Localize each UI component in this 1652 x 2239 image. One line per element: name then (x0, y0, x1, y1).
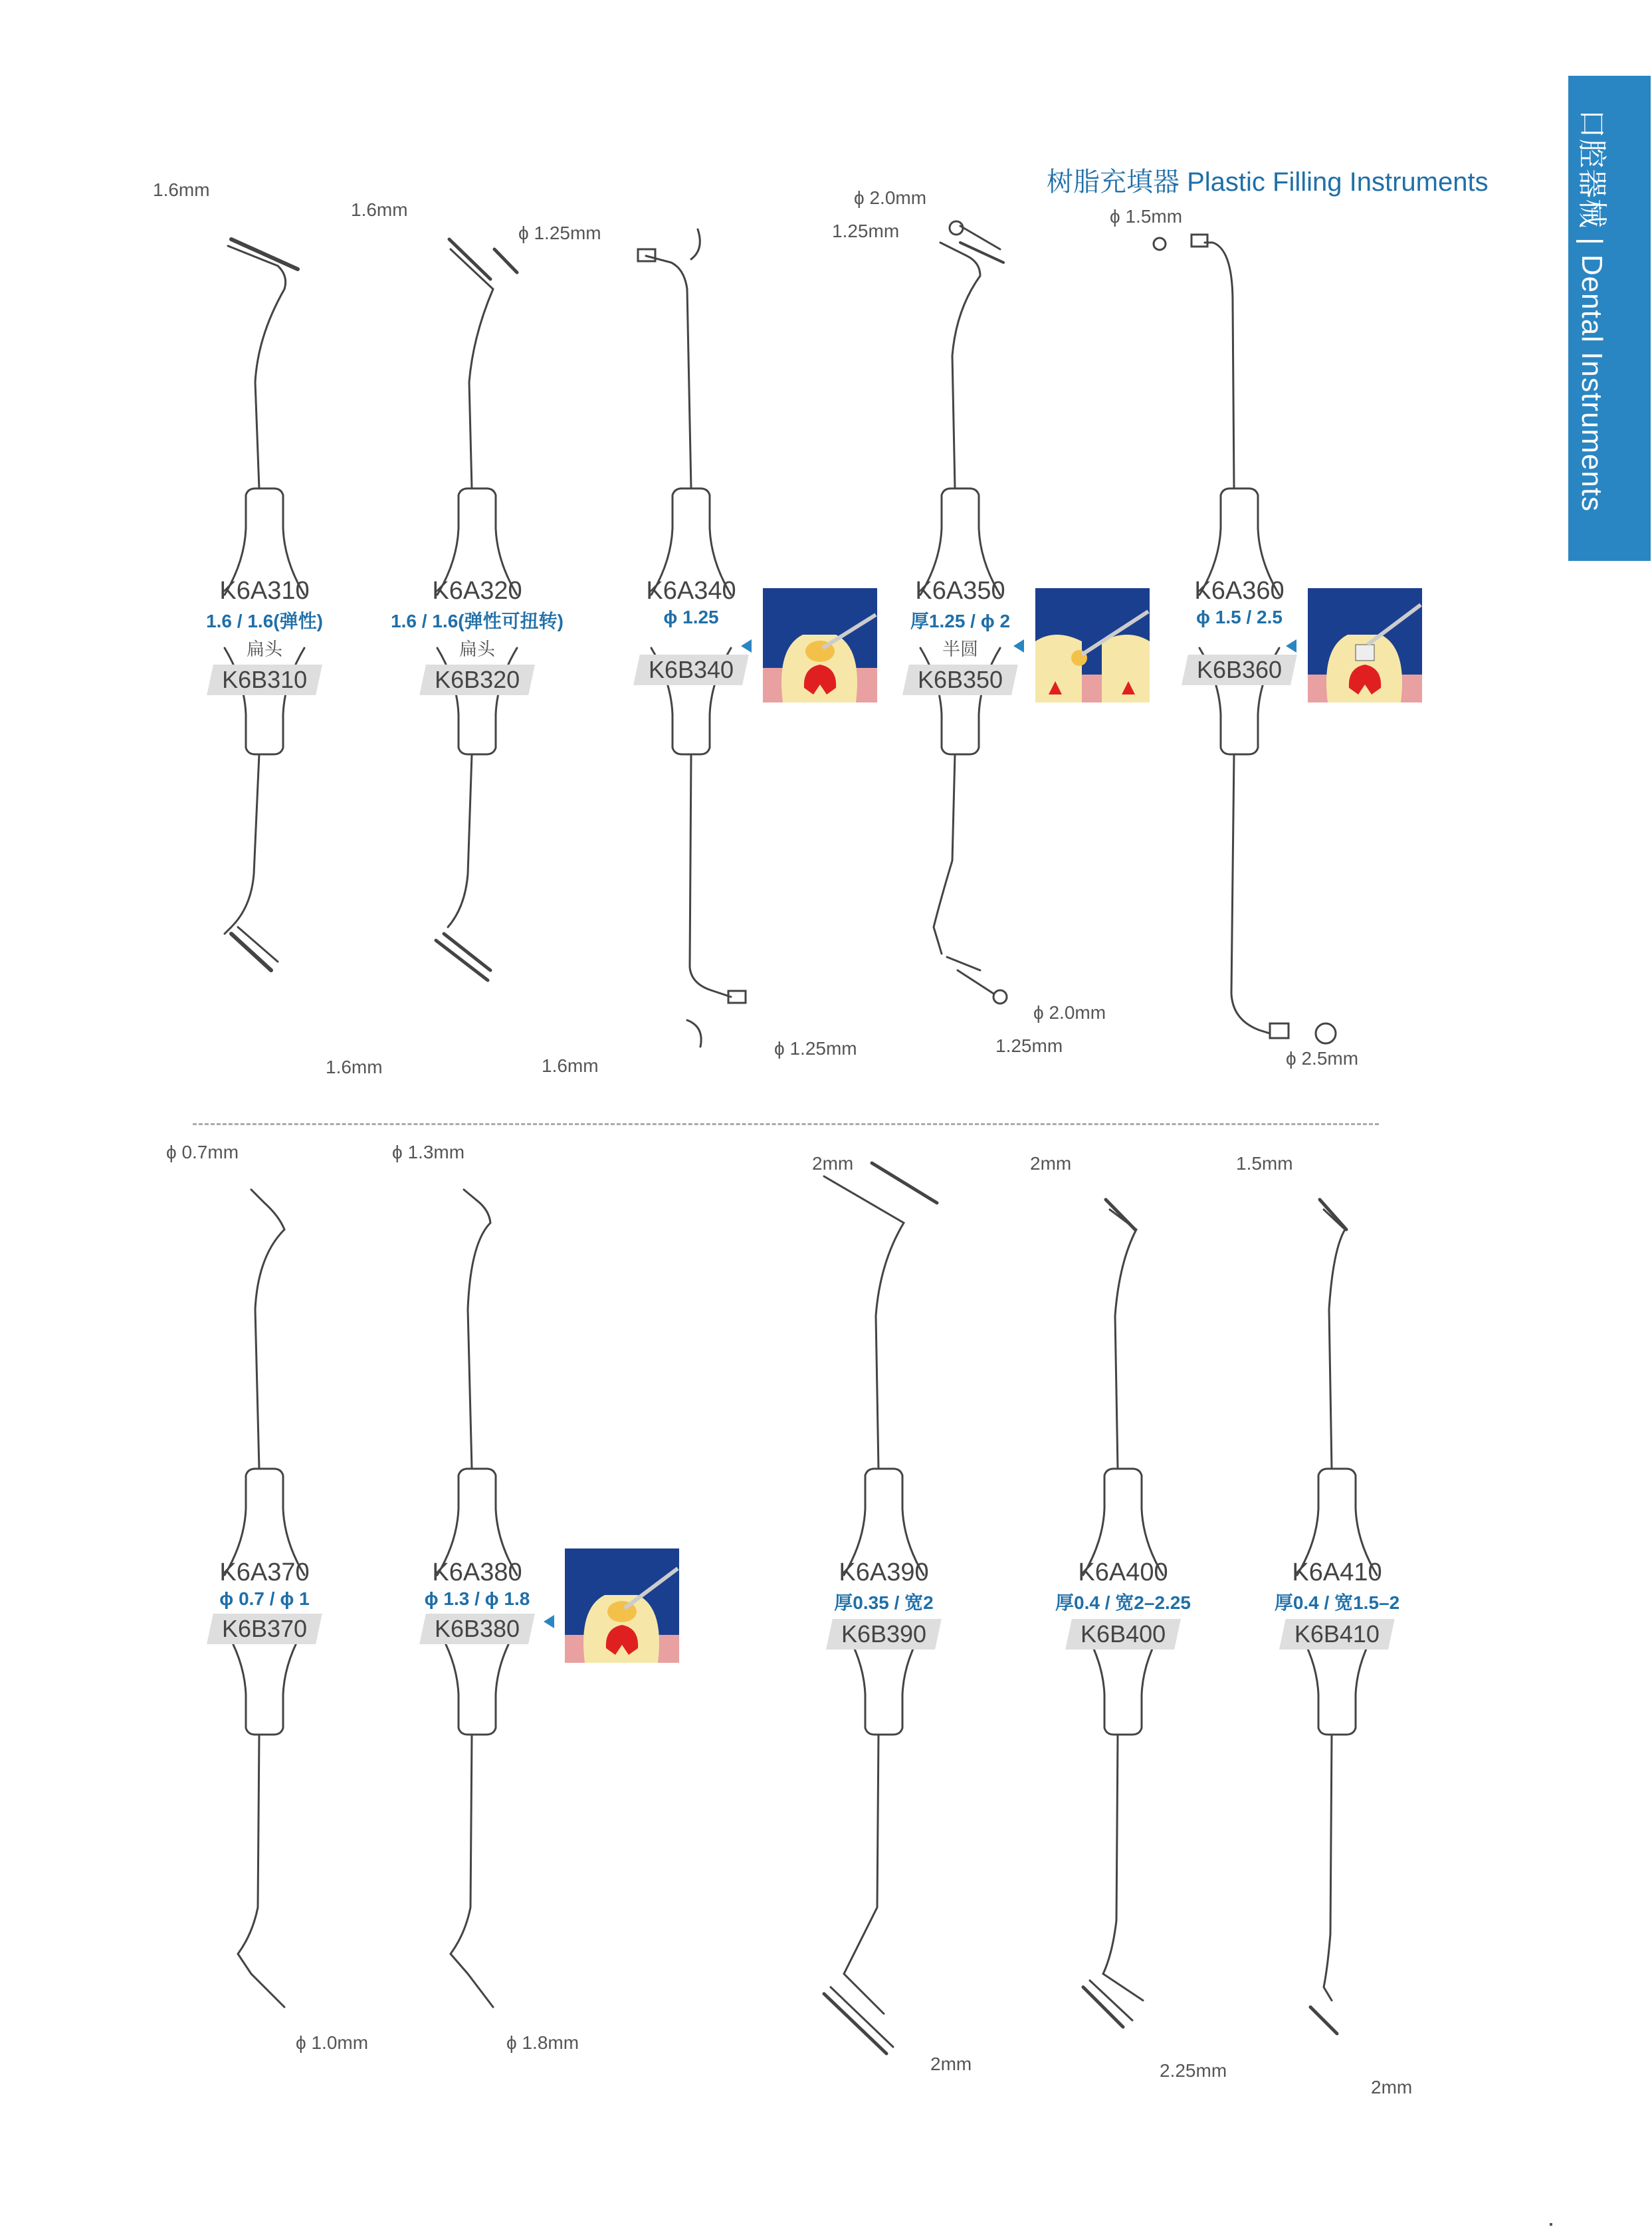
product-label-k6a390 (829, 1558, 938, 1650)
code-b: K6B310 (221, 666, 308, 693)
code-a: K6A380 (432, 1558, 522, 1586)
dim-top: 2mm (812, 1153, 854, 1174)
product-label-k6a340 (637, 577, 746, 685)
sub: 扁头 (459, 639, 495, 659)
dim-bottom: 1.25mm (995, 1035, 1063, 1056)
tooth-cavity-filling-icon (565, 1548, 679, 1663)
dim-bottom: ϕ 2.0mm (1033, 1002, 1106, 1023)
spec: 厚0.4 / 宽2–2.25 (1055, 1592, 1191, 1613)
code-b: K6B350 (917, 666, 1003, 693)
code-a: K6A320 (432, 577, 522, 605)
dim-top: 1.25mm (832, 221, 900, 241)
section-divider (193, 1123, 1379, 1125)
code-a: K6A400 (1078, 1558, 1168, 1586)
dim-bottom: 2mm (930, 2054, 972, 2074)
page-mark (1550, 2223, 1552, 2226)
dim-top: ϕ 2.0mm (854, 187, 927, 208)
code-b: K6B390 (841, 1620, 927, 1648)
side-category-tab[interactable]: 口腔器械 | Dental Instruments (1568, 76, 1651, 561)
code-b: K6B360 (1196, 656, 1283, 683)
code-a: K6A370 (219, 1558, 310, 1586)
dim-bottom: 1.6mm (326, 1057, 383, 1077)
triangle-left-icon (1286, 639, 1296, 653)
dim-bottom: 1.6mm (542, 1055, 599, 1076)
dim-top: ϕ 1.3mm (392, 1142, 465, 1162)
code-a: K6A410 (1292, 1558, 1382, 1586)
dim-top: 1.6mm (153, 179, 210, 200)
code-a: K6A310 (219, 577, 310, 605)
code-b: K6B370 (221, 1615, 308, 1642)
product-label-k6a310 (206, 577, 323, 695)
section-title: 树脂充填器 Plastic Filling Instruments (1047, 167, 1489, 197)
spec: ϕ 1.5 / 2.5 (1196, 607, 1283, 627)
product-label-k6a360 (1185, 577, 1294, 685)
product-label-k6a380 (423, 1558, 532, 1644)
code-a: K6A350 (915, 577, 1005, 605)
code-a: K6A390 (839, 1558, 929, 1586)
dim-top: ϕ 1.5mm (1110, 206, 1183, 227)
spec: 厚0.35 / 宽2 (834, 1592, 934, 1613)
dim-bottom: ϕ 1.25mm (774, 1038, 857, 1059)
product-label-k6a350 (906, 577, 1015, 695)
product-label-k6a320 (391, 577, 564, 695)
triangle-left-icon (1013, 639, 1024, 653)
dim-top: ϕ 0.7mm (166, 1142, 239, 1162)
dim-bottom: ϕ 1.0mm (296, 2032, 369, 2053)
spec: ϕ 1.25 (663, 607, 719, 627)
triangle-left-icon (544, 1615, 554, 1628)
spec: ϕ 0.7 / ϕ 1 (219, 1588, 310, 1609)
dim-top: 1.5mm (1236, 1153, 1293, 1174)
spec: ϕ 1.3 / ϕ 1.8 (424, 1588, 530, 1609)
dim-bottom: ϕ 2.5mm (1286, 1048, 1359, 1069)
product-label-k6a410 (1275, 1558, 1399, 1650)
code-b: K6B380 (434, 1615, 520, 1642)
tooth-cavity-filling-icon (763, 588, 877, 702)
sub: 半圆 (942, 639, 978, 659)
triangle-left-icon (741, 639, 752, 653)
product-label-k6a400 (1055, 1558, 1191, 1650)
dim-top: ϕ 1.25mm (518, 223, 601, 243)
sub (1185, 629, 1294, 651)
code-a: K6A340 (646, 577, 736, 605)
dim-bottom: ϕ 1.8mm (506, 2032, 579, 2053)
code-a: K6A360 (1194, 577, 1285, 605)
product-label-k6a370 (210, 1558, 319, 1644)
dim-top: 1.6mm (351, 199, 408, 220)
spec: 1.6 / 1.6(弹性可扭转) (391, 611, 564, 631)
code-b: K6B320 (434, 666, 520, 693)
sub (637, 629, 746, 651)
code-b: K6B400 (1080, 1620, 1166, 1648)
sub: 扁头 (247, 639, 282, 659)
dim-bottom: 2mm (1371, 2077, 1413, 2097)
dim-bottom: 2.25mm (1160, 2060, 1227, 2081)
dim-top: 2mm (1030, 1153, 1072, 1174)
spec: 厚1.25 / ϕ 2 (910, 611, 1011, 631)
spec: 1.6 / 1.6(弹性) (206, 611, 323, 631)
tooth-cavity-filling-icon (1308, 588, 1422, 702)
side-tab-cn: 口腔器械 (1576, 109, 1608, 229)
code-b: K6B340 (648, 656, 734, 683)
spec: 厚0.4 / 宽1.5–2 (1274, 1592, 1400, 1613)
tooth-cavity-filling-icon (1035, 588, 1150, 702)
code-b: K6B410 (1294, 1620, 1380, 1648)
side-tab-en: Dental Instruments (1576, 254, 1608, 512)
